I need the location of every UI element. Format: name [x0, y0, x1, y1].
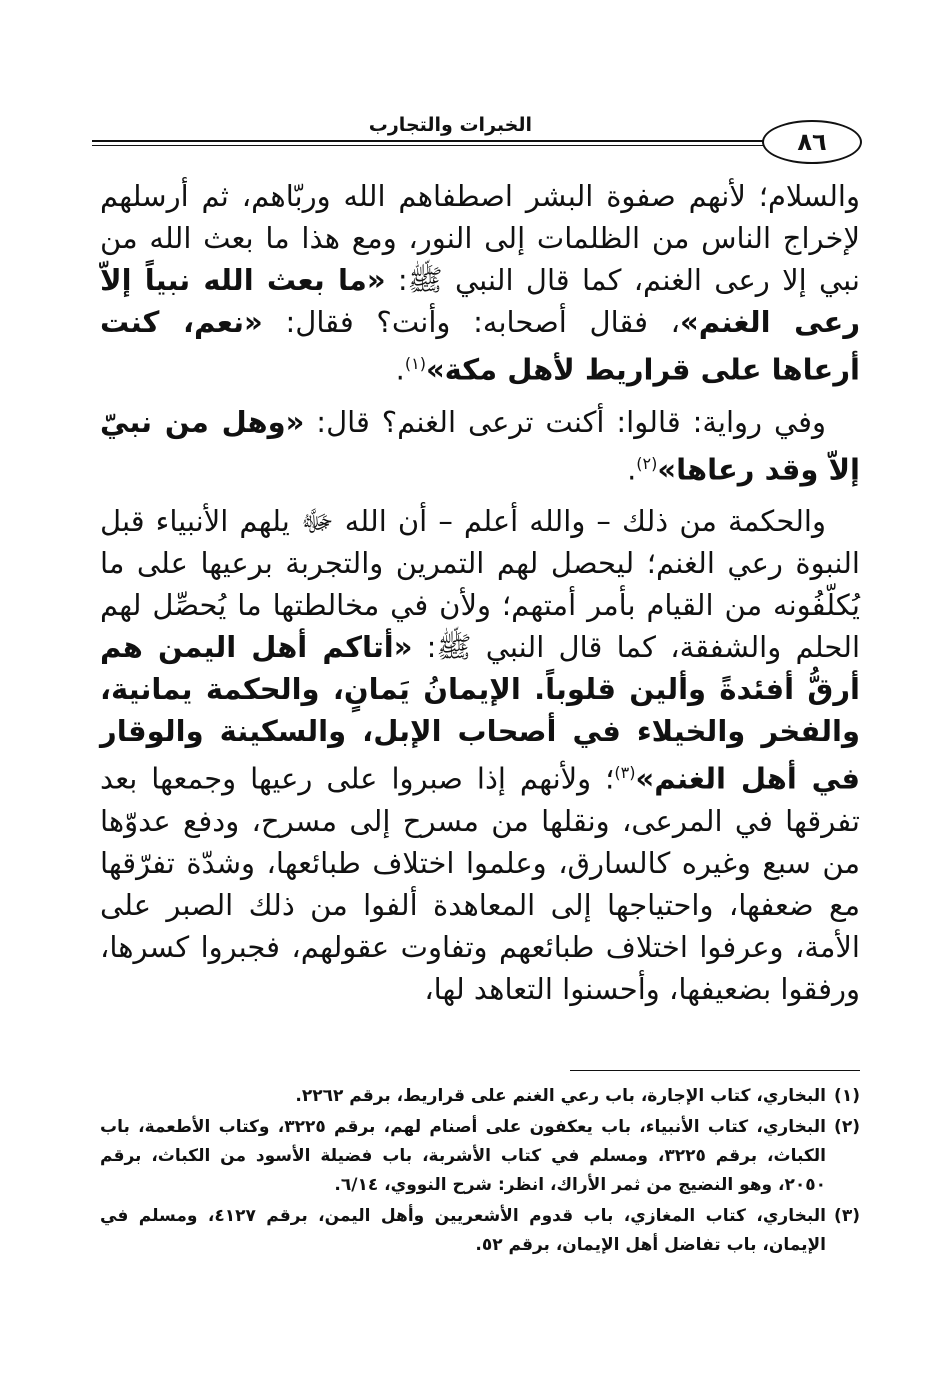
footnote-number: (٢)	[834, 1117, 860, 1137]
hadith-quote: «أتاكم أهل اليمن هم أرقُّ أفئدةً وألين قلوباً. الإيمانُ يَمانٍ، والحكمة يمانية، والفخر والخيلاء في أصحاب الإبل، والسكينة والوقار في أهل الغنم»	[100, 630, 860, 796]
header-rule-thin	[92, 145, 772, 146]
paragraph-2: وفي رواية: قالوا: أكنت ترعى الغنم؟ قال: «وهل من نبيّ إلاّ وقد رعاها»$^{(٢)}$.	[100, 404, 860, 487]
hadith-quote: «نعم، كنت أرعاها على قراريط لأهل مكة»	[100, 305, 860, 387]
footnote-ref: (٢)	[636, 453, 658, 473]
footnote	[100, 1202, 860, 1260]
footnote-number: (٣)	[834, 1206, 860, 1226]
main-text	[100, 175, 860, 1020]
footnote-text: البخاري، كتاب المغازي، باب قدوم الأشعريين وأهل اليمن، برقم ٤١٢٧، ومسلم في الإيمان، باب تفاضل أهل الإيمان، برقم ٥٢.	[100, 1206, 826, 1255]
footnote-ref: (١)	[404, 354, 426, 373]
running-title: الخبرات والتجارب	[368, 114, 532, 136]
footnote-text: البخاري، كتاب الأنبياء، باب يعكفون على أصنام لهم، برقم ٣٢٢٥، وكتاب الأطعمة، باب الكباث، برقم ٣٢٢٥، ومسلم في كتاب الأشربة، باب فضيلة الأسود من الكباث، برقم ٢٠٥٠، وهو النضيج من ثمر الأراك، انظر: شرح النووي، ٦/١٤.	[100, 1117, 826, 1195]
footnote-ref: (٣)	[614, 763, 636, 783]
page-number: ٨٦	[762, 120, 862, 164]
footnotes	[100, 1082, 860, 1262]
footnote	[100, 1082, 860, 1111]
header-rule	[92, 140, 772, 142]
paragraph-3: والحكمة من ذلك – والله أعلم – أن الله ﷻ يلهم الأنبياء قبل النبوة رعي الغنم؛ ليحصل لهم التمرين والتجربة برعيها على ما يُكلّفُونه من القيام بأمر أمتهم؛ ولأن في مخالطتها ما يُحصِّل لهم الحلم والشفقة، كما قال النبي ﷺ: «أتاكم أهل اليمن هم أرقُّ أفئدةً وألين قلوباً. الإيمانُ يَمانٍ، والحكمة يمانية، والفخر والخيلاء في أصحاب الإبل، والسكينة والوقار في أهل الغنم»$^{(٣)}$؛ ولأنهم إذا صبروا على رعيها وجمعها بعد تفرقها في المرعى، ونقلها من مسرح إلى مسرح، ودفع عدوّها من سبع وغيره كالسارق، وعلموا اختلاف طبائعها، وشدّة تفرّقها مع ضعفها، واحتياجها إلى المعاهدة ألفوا من ذلك الصبر على الأمة، وعرفوا اختلاف طبائعهم وتفاوت عقولهم، فجبروا كسرها، ورفقوا بضعيفها، وأحسنوا التعاهد لها،	[100, 504, 860, 1006]
paragraph-1: والسلام؛ لأنهم صفوة البشر اصطفاهم الله وربّاهم، ثم أرسلهم لإخراج الناس من الظلمات إلى النور، ومع هذا ما بعث الله من نبي إلا رعى الغنم، كما قال النبي ﷺ: «ما بعث الله نبياً إلاّ رعى الغنم»، فقال أصحابه: وأنت؟ فقال: «نعم، كنت أرعاها على قراريط لأهل مكة»$^{(١)}$.	[100, 179, 861, 387]
hadith-quote: «وهل من نبيّ إلاّ وقد رعاها»	[100, 404, 860, 487]
hadith-quote: «ما بعث الله نبياً إلاّ رعى الغنم»	[100, 263, 861, 339]
footnote	[100, 1113, 860, 1200]
footnote-number: (١)	[834, 1086, 860, 1106]
footnote-separator	[570, 1070, 860, 1071]
footnote-text: البخاري، كتاب الإجارة، باب رعي الغنم على قراريط، برقم ٢٢٦٢.	[295, 1086, 826, 1106]
page-header	[92, 112, 862, 160]
